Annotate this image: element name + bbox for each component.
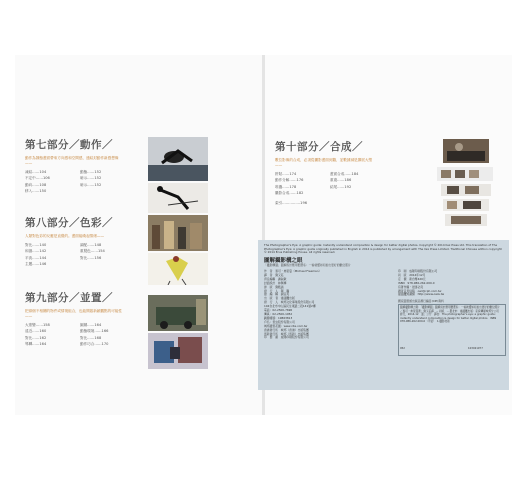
credit-line: 發 行 人 城邦文化事業股份有限公司: [264, 300, 315, 305]
colophon-panel: [258, 240, 509, 390]
credit-line: 發 行 人 陳 聯: [264, 288, 290, 293]
toc-entry: 導轉……164: [25, 341, 47, 346]
credit-line: 出 版 者 貓頭鷹出版: [264, 296, 295, 301]
credit-line: 104台北市中山區民生東路二段141號2樓: [264, 304, 316, 309]
toc-entry: 攝影合成……182: [275, 190, 304, 195]
toc-entry: 主題……146: [25, 261, 47, 266]
index-entry: 索引……………196: [275, 201, 308, 206]
toc-entry: 暗示……152: [80, 182, 102, 187]
toc-entry: 動作巧合……170: [80, 341, 109, 346]
credit-line: 總 編 輯 謝宜英: [264, 292, 290, 297]
composite-photo-scene: [443, 139, 489, 163]
part7-toc: [25, 170, 135, 193]
toc-entry: 和諧……142: [25, 249, 47, 254]
color-photo-crowd: [148, 215, 208, 251]
credit-line: 印 製 廠 成陽印刷股份有限公司: [264, 335, 309, 340]
credit-line: 封面設計 林佩樺: [264, 280, 287, 285]
toc-entry: 對比……140: [25, 243, 47, 247]
credit-line: 責任編輯 謝淑敏: [264, 276, 287, 281]
credit-line: 傳真：02-2500-1952: [264, 311, 293, 316]
colophon-subtitle: 「攝影構圖」圖解設計應用聽選系：一看就懂如何拍出更好的數位照片: [264, 263, 351, 267]
toc-entry: 對比……162: [25, 335, 47, 340]
part8-toc: [25, 243, 135, 266]
credit-line: 香港發行所 城邦（香港）出版集團: [264, 327, 309, 332]
part7-description: 動作為靜態畫面帶來方向感和空間感，連結封動作新感想像——: [25, 156, 119, 165]
composite-strip-3: [443, 199, 489, 211]
toc-entry: 凍結……104: [25, 170, 47, 174]
toc-entry: 畫面合成……184: [330, 172, 359, 176]
publish-line: 初 版 2014年12月: [398, 272, 426, 277]
toc-entry: 對比……156: [80, 255, 102, 260]
part9-description: 把兩個不相關的物件或情境組合，也能開啟新穎觀點的可能性——: [25, 309, 123, 318]
credit-line: 劃撥帳號：19863813: [264, 315, 293, 320]
credit-line: 城邦讀書花園：www.cite.com.tw: [264, 323, 308, 328]
toc-entry: 堆疊……178: [275, 184, 297, 189]
composite-strip-2: [441, 184, 491, 196]
publish-line: 印 刷 成陽印刷股份有限公司: [398, 269, 438, 273]
part10-title: 第十部分／合成／: [275, 141, 363, 153]
credit-line: 電話：02-2500-7696: [264, 308, 293, 313]
part9-section: [25, 290, 135, 346]
publish-line: 定 價 新台幣420元: [398, 276, 426, 281]
toc-entry: 大塗變……158: [25, 323, 50, 327]
part10-description: 數位影像的合成，必須從攝影畫面到聽，並數據減是擴展大塑——: [275, 158, 373, 167]
composite-strip-1: [437, 167, 493, 181]
credit-line: 戶名：書虫股份有限公司: [264, 319, 295, 324]
credit-line: 譯 者 劉又菘: [264, 272, 284, 277]
credit-line: 作 者 麥可・弗里曼（Michael Freeman）: [264, 269, 322, 273]
colophon-publishing-info: [398, 270, 444, 297]
composite-strip-4: [445, 214, 487, 226]
part8-title: 第八部分／色彩／: [25, 217, 113, 229]
part10-toc: [275, 172, 385, 195]
motion-photo-figure: [148, 183, 208, 213]
toc-entry: 平淡……144: [25, 255, 47, 260]
toc-entry: 移入……150: [25, 188, 47, 193]
publish-line: 貓頭鷹知識網 http://www.owls.tw: [398, 292, 445, 297]
publish-line: 讀者意見信箱 owl@cph.com.tw: [398, 288, 442, 293]
juxtaposition-photo-abstract: [148, 333, 208, 369]
toc-entry: 動態環境……166: [80, 329, 109, 334]
toc-entry: 動態……152: [80, 170, 102, 174]
credit-line: 排 版 劉筱涵: [264, 284, 284, 289]
motion-photo-swimmer: [148, 137, 208, 181]
toc-entry: 重製色……154: [80, 249, 105, 254]
toc-entry: 對比……168: [80, 335, 102, 340]
left-page: [15, 55, 262, 415]
part7-title: 第七部分／動作／: [25, 139, 113, 151]
toc-entry: 拼貼……174: [275, 172, 297, 176]
toc-entry: 遠近……160: [25, 329, 47, 334]
part8-description: 人類對色彩的反應是直覺的。畫面能喚起情緒——: [25, 234, 105, 238]
juxtaposition-photo-vehicle: [148, 295, 208, 331]
toc-entry: 圖層……164: [80, 323, 102, 327]
toc-entry: 結尾……192: [330, 184, 352, 189]
cip-record-number: 103021977: [468, 347, 483, 350]
part9-toc: [25, 323, 135, 346]
toc-entry: 不定中……106: [25, 176, 50, 181]
publish-line: ISBN 978-986-262-000-0: [398, 280, 435, 285]
color-photo-dancer: [148, 253, 208, 285]
colophon-english: The Photographer's Eye: A graphic guide: Instantly understand composition & design for better digital photos. Copyright © 2014 Ilex Press Ltd. This translation of The Photographer's Eye: A graphic guide originally published in English in 2014 is published by arrangement with The Ilex Press Limited. Traditional Chinese edition copyright © 2014 Ecus Publishing House. All rights reserved.: [264, 243, 502, 255]
credit-line: 馬新發行所 城邦（馬新）出版集團: [264, 331, 309, 336]
toc-entry: 調配……148: [80, 243, 102, 247]
cip-heading: 國家圖書館出版品預行編目(CIP)資料: [398, 299, 444, 303]
publish-line: 有著作權・侵害必究: [398, 284, 424, 289]
part7-section: [25, 137, 135, 193]
toc-entry: 動向……108: [25, 182, 47, 187]
part10-section: [275, 139, 385, 206]
colophon-credits: [264, 270, 321, 340]
toc-entry: 動作分解……176: [275, 178, 304, 183]
colophon-title: 圖解攝影構之眼: [264, 258, 303, 264]
part8-section: [25, 215, 135, 266]
part9-title: 第九部分／並置／: [25, 292, 113, 304]
toc-entry: 重複……186: [330, 178, 352, 183]
toc-entry: 暗示……152: [80, 176, 102, 181]
cip-body: 圖解攝影構之眼：「攝影構圖」圖解設計應用聽選系：一看就懂如何拍出更好的數位照片／麥可・弗里曼著；劉又菘譯．-- 初版．-- 臺北市：貓頭鷹出版：家庭傳媒城邦分公司發行，2014.12 面；公分 譯自：The photographer's eye: a graphic guide: instantly understand composition & design for better digital photos ISBN 978-986-262-000-0（平裝） 1.攝影技術: [400, 306, 500, 324]
cip-classification: 952: [400, 347, 405, 350]
